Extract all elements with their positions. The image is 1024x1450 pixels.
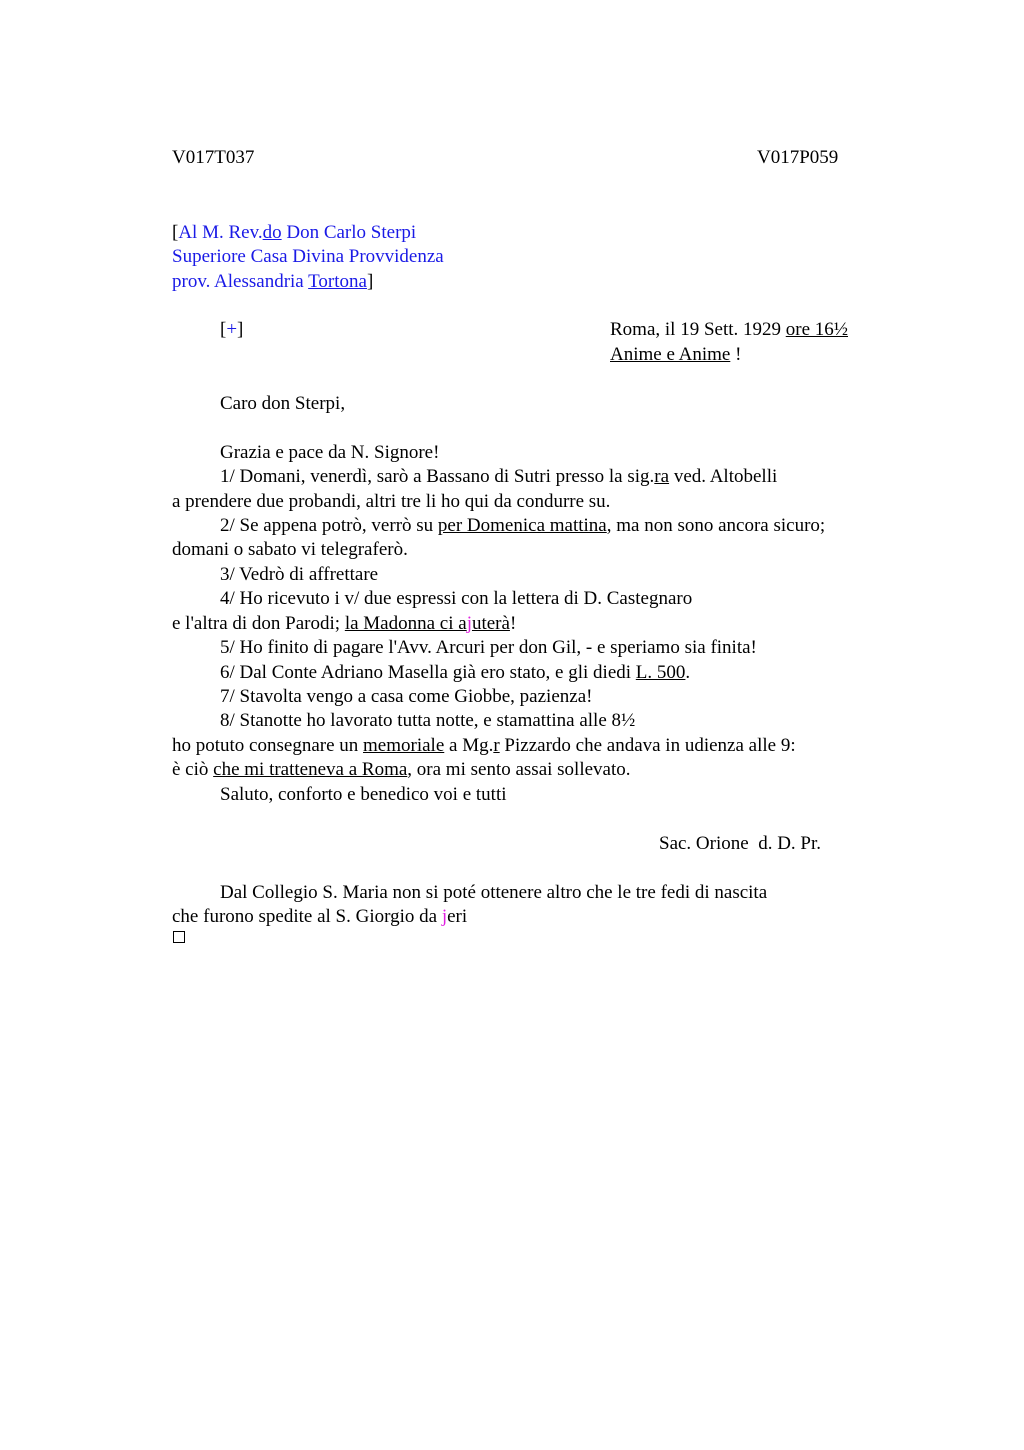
point-4-continued: e l'altra di don Parodi; la Madonna ci ajuterà! [172, 613, 517, 634]
point-2: 2/ Se appena potrò, verrò su per Domenica mattina, ma non sono ancora sicuro; [220, 515, 826, 536]
address-line-2: Superiore Casa Divina Provvidenza [172, 246, 444, 267]
end-marker-box [173, 931, 185, 943]
point-7: 7/ Stavolta vengo a casa come Giobbe, pazienza! [220, 686, 593, 707]
point-6: 6/ Dal Conte Adriano Masella già ero stato, e gli diedi L. 500. [220, 662, 691, 683]
closing: Saluto, conforto e benedico voi e tutti [220, 784, 507, 805]
point-5: 5/ Ho finito di pagare l'Avv. Arcuri per don Gil, - e speriamo sia finita! [220, 637, 757, 658]
salutation: Caro don Sterpi, [220, 393, 346, 414]
document-code-left: V017T037 [172, 147, 255, 168]
point-3: 3/ Vedrò di affrettare [220, 564, 379, 585]
address-line-1: [Al M. Rev.do Don Carlo Sterpi [172, 222, 417, 243]
point-8: 8/ Stanotte ho lavorato tutta notte, e stamattina alle 8½ [220, 710, 636, 731]
document-code-right: V017P059 [757, 147, 839, 168]
cross-mark: [+] [220, 319, 244, 340]
point-1-continued: a prendere due probandi, altri tre li ho qui da condurre su. [172, 491, 611, 512]
dateline: Roma, il 19 Sett. 1929 ore 16½ [610, 319, 849, 340]
signature: Sac. Orione d. D. Pr. [659, 833, 822, 854]
point-8-continued-1: ho potuto consegnare un memoriale a Mg.r Pizzardo che andava in udienza alle 9: [172, 735, 796, 756]
motto: Anime e Anime ! [610, 344, 742, 365]
address-line-3: prov. Alessandria Tortona] [172, 271, 374, 292]
point-2-continued: domani o sabato vi telegraferò. [172, 539, 408, 560]
postscript-line-1: Dal Collegio S. Maria non si poté ottenere altro che le tre fedi di nascita [220, 882, 768, 903]
point-1: 1/ Domani, venerdì, sarò a Bassano di Sutri presso la sig.ra ved. Altobelli [220, 466, 778, 487]
point-8-continued-2: è ciò che mi tratteneva a Roma, ora mi sento assai sollevato. [172, 759, 631, 780]
greeting: Grazia e pace da N. Signore! [220, 442, 440, 463]
point-4: 4/ Ho ricevuto i v/ due espressi con la lettera di D. Castegnaro [220, 588, 693, 609]
postscript-line-2: che furono spedite al S. Giorgio da jeri [172, 906, 468, 927]
